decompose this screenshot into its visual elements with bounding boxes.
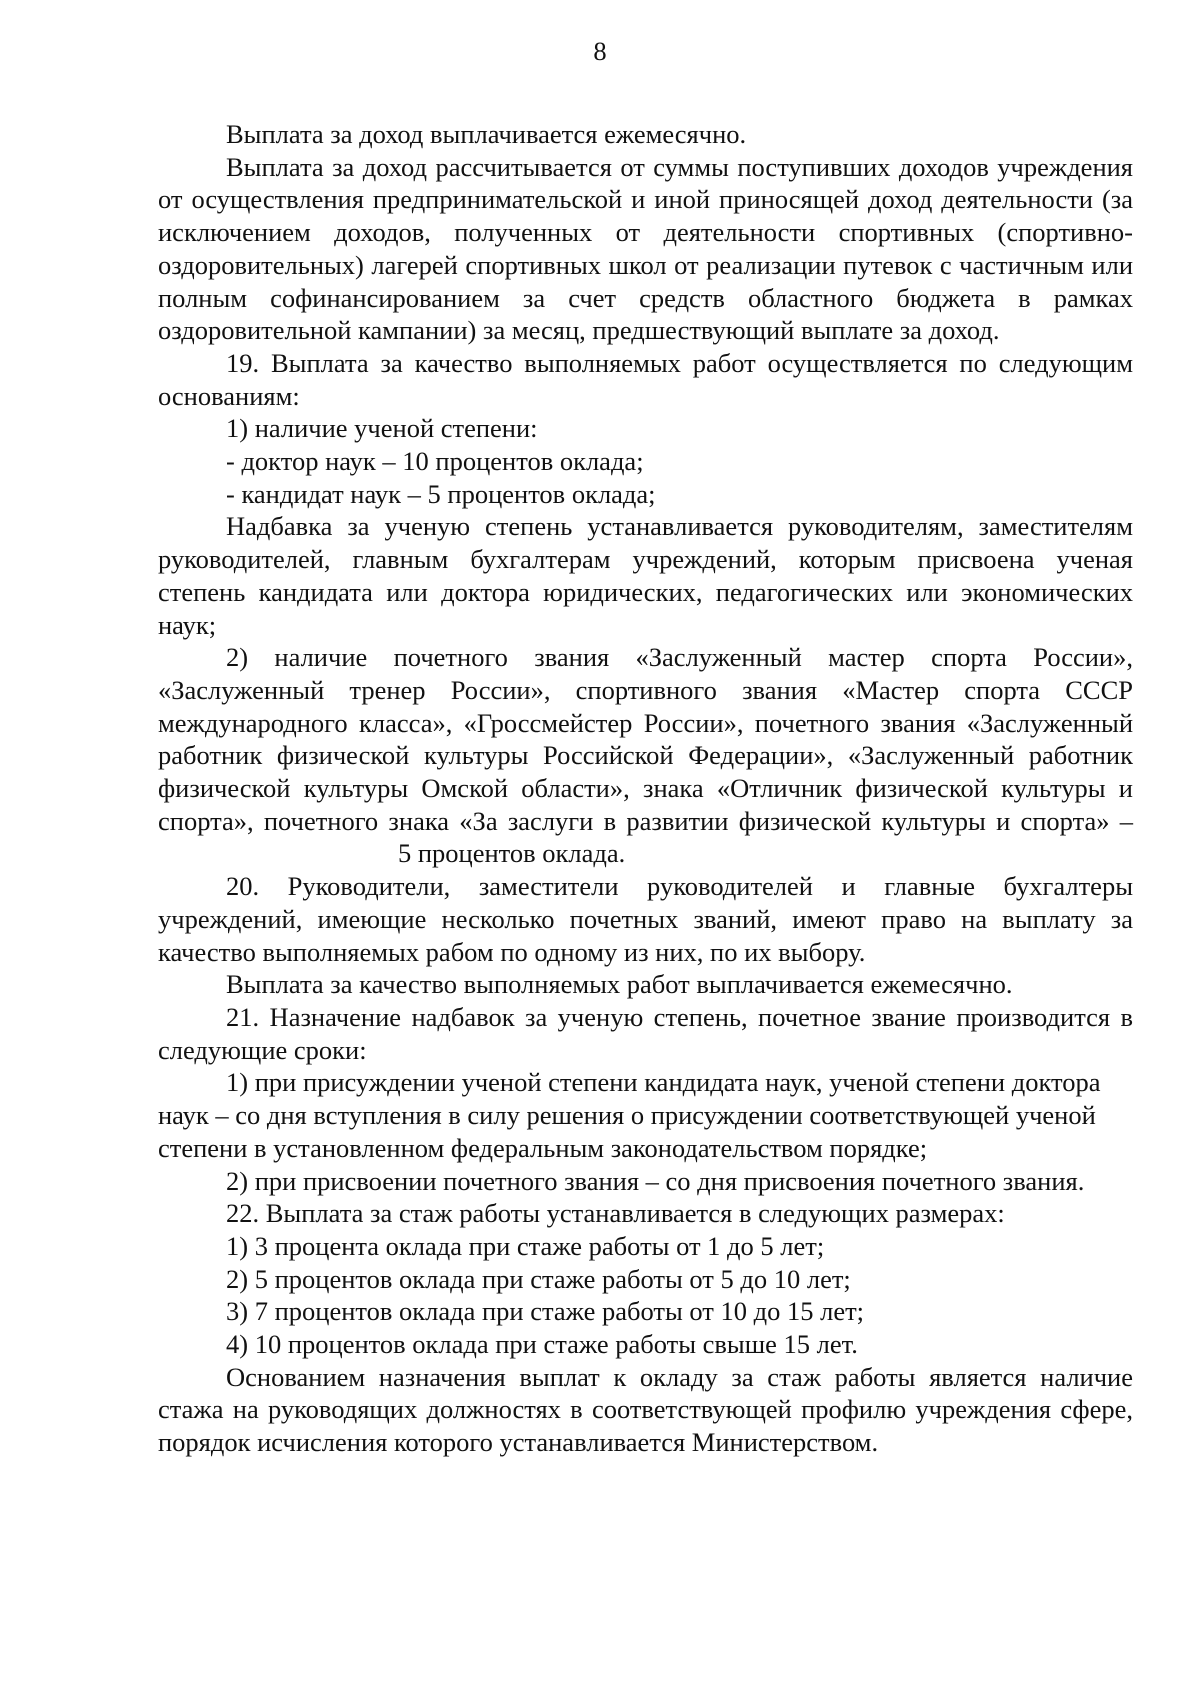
paragraph-22: 22. Выплата за стаж работы устанавливается в следующих размерах:: [226, 1198, 1005, 1229]
page-number: 8: [593, 36, 607, 66]
honorary-title-tail: 5 процентов оклада.: [398, 838, 626, 869]
paragraph-honorary-title: [158, 641, 1133, 870]
list-item-seniority-2: 2) 5 процентов оклада при стаже работы от 5 до 10 лет;: [226, 1263, 851, 1294]
list-item-degree: 1) наличие ученой степени:: [226, 413, 538, 444]
paragraph-degree-allowance: Надбавка за ученую степень устанавливается руководителям, заместителям руководителей, главным бухгалтерам учреждений, которым присвоена ученая степень кандидата или доктора юридических, педагогических или экономических наук;: [158, 511, 1133, 640]
list-item-doctor: - доктор наук – 10 процентов оклада;: [226, 446, 644, 477]
paragraph-20: 20. Руководители, заместители руководителей и главные бухгалтеры учреждений, имеющие несколько почетных званий, имеют право на выплату за качество выполняемых рабом по одному из них, по их выбору.: [158, 871, 1133, 967]
list-item-degree-award: 1) при присуждении ученой степени кандидата наук, ученой степени доктора наук – со дня вступления в силу решения о присуждении соответствующей ученой степени в установленном федеральным законодательством порядке;: [158, 1067, 1101, 1163]
list-item-seniority-4: 4) 10 процентов оклада при стаже работы свыше 15 лет.: [226, 1329, 858, 1360]
paragraph-19: 19. Выплата за качество выполняемых работ осуществляется по следующим основаниям:: [158, 347, 1133, 411]
paragraph-seniority-basis: Основанием назначения выплат к окладу за стаж работы является наличие стажа на руководящих должностях в соответствующей профилю учреждения сфере, порядок исчисления которого устанавливается Министерством.: [158, 1361, 1133, 1458]
paragraph-21: 21. Назначение надбавок за ученую степень, почетное звание производится в следующие сроки:: [158, 1001, 1133, 1065]
document-body: [158, 118, 1133, 1459]
list-item-candidate: - кандидат наук – 5 процентов оклада;: [226, 478, 656, 509]
paragraph-income-calculation: Выплата за доход рассчитывается от суммы поступивших доходов учреждения от осуществления предпринимательской и иной приносящей доход деятельности (за исключением доходов, полученных от деятельности спортивных (спортивно-оздоровительных) лагерей спортивных школ от реализации путевок с частичным или полным софинансированием за счет средств областного бюджета в рамках оздоровительной кампании) за месяц, предшествующий выплате за доход.: [158, 151, 1133, 346]
list-item-seniority-1: 1) 3 процента оклада при стаже работы от 1 до 5 лет;: [226, 1230, 825, 1261]
list-item-title-award: 2) при присвоении почетного звания – со дня присвоения почетного звания.: [226, 1165, 1085, 1196]
paragraph-income-monthly: Выплата за доход выплачивается ежемесячно.: [226, 119, 747, 149]
honorary-title-text: 2) наличие почетного звания «Заслуженный мастер спорта России», «Заслуженный тренер России», спортивного звания «Мастер спорта СССР международного класса», «Гроссмейстер России», почетного звания «Заслуженный работник физической культуры Российской Федерации», «Заслуженный работник физической культуры Омской области», знака «Отличник физической культуры и спорта», почетного знака «За заслуги в развитии физической культуры и спорта» –: [158, 642, 1133, 836]
paragraph-quality-monthly: Выплата за качество выполняемых работ выплачивается ежемесячно.: [226, 969, 1013, 1000]
list-item-seniority-3: 3) 7 процентов оклада при стаже работы от 10 до 15 лет;: [226, 1296, 865, 1327]
